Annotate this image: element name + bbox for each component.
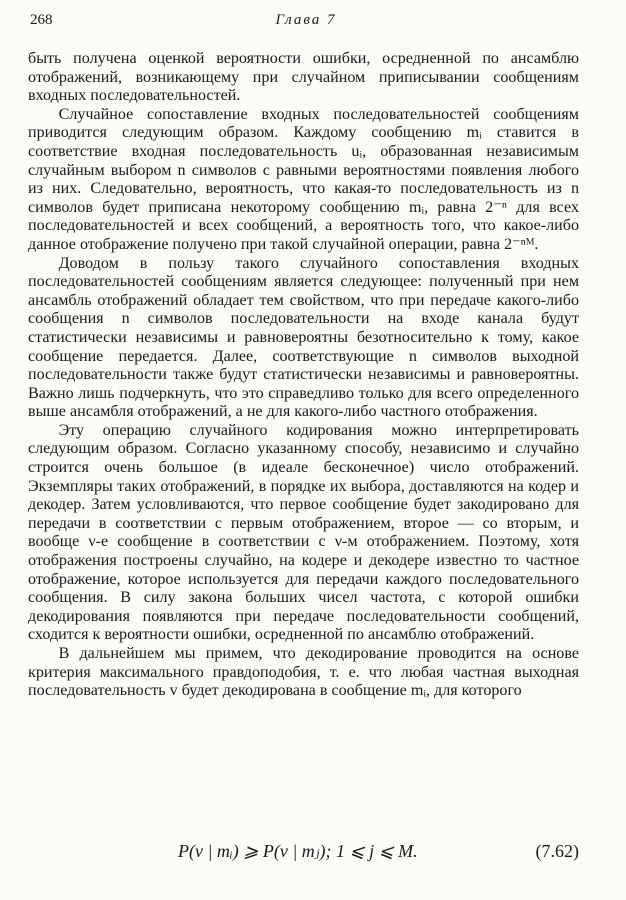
page-number: 268: [30, 12, 53, 28]
equation-number: (7.62): [535, 841, 579, 861]
paragraph: Случайное сопоставление входных последовательностей сообщениям приводится следующим образом. Каждому сообщению mᵢ ставится в соответствие входная последовательность uᵢ, образованная независимым случайным выбором n символов с равными вероятностями появления любого из них. Следовательно, вероятность, что какая-то последовательность из n символов будет приписана некоторому сообщению mᵢ, равна 2⁻ⁿ для всех последовательностей и всех сообщений, а вероятность того, что какое-либо данное отображение получено при такой случайной операции, равна 2⁻ⁿᴹ.: [28, 105, 579, 253]
body-text: [28, 50, 579, 701]
page-header: [30, 12, 582, 36]
paragraph: быть получена оценкой вероятности ошибки, осредненной по ансамблю отображений, возникающему при случайном приписывании сообщениям входных последовательностей.: [28, 50, 579, 105]
chapter-title: Глава 7: [275, 12, 337, 28]
equation-formula: P(v | mᵢ) ⩾ P(v | mⱼ); 1 ⩽ j ⩽ M.: [178, 841, 418, 861]
paragraph: Эту операцию случайного кодирования можно интерпретировать следующим образом. Согласно указанному способу, независимо и случайно строится очень большое (в идеале бесконечное) число отображений. Экземпляры таких отображений, в порядке их выбора, доставляются на кодер и декодер. Затем условливаются, что первое сообщение будет закодировано для передачи в соответствии с первым отображением, второе — со вторым, и вообще ν-е сообщение в соответствии с ν-м отображением. Поэтому, хотя отображения построены случайно, на кодере и декодере известно то частное отображение, которое используется для передачи каждого последовательного сообщения. В силу закона больших чисел частота, с которой ошибки декодирования появляются при передаче последовательности сообщений, сходится к вероятности ошибки, осредненной по ансамблю отображений.: [28, 421, 579, 644]
equation-row: [28, 841, 579, 869]
paragraph: В дальнейшем мы примем, что декодирование проводится на основе критерия максимального правдоподобия, т. е. что любая частная выходная последовательность v будет декодирована в сообщение mᵢ, для которого: [28, 645, 579, 700]
paragraph: Доводом в пользу такого случайного сопоставления входных последовательностей сообщениям является следующее: полученный при нем ансамбль отображений обладает тем свойством, что при передаче какого-либо сообщения n символов последовательности на входе канала будут статистически независимы и равновероятны безотносительно к тому, какое сообщение передается. Далее, соответствующие n символов выходной последовательности также будут статистически независимы и равновероятны. Важно лишь подчеркнуть, что это справедливо только для всего определенного выше ансамбля отображений, а не для какого-либо частного отображения.: [28, 254, 579, 421]
